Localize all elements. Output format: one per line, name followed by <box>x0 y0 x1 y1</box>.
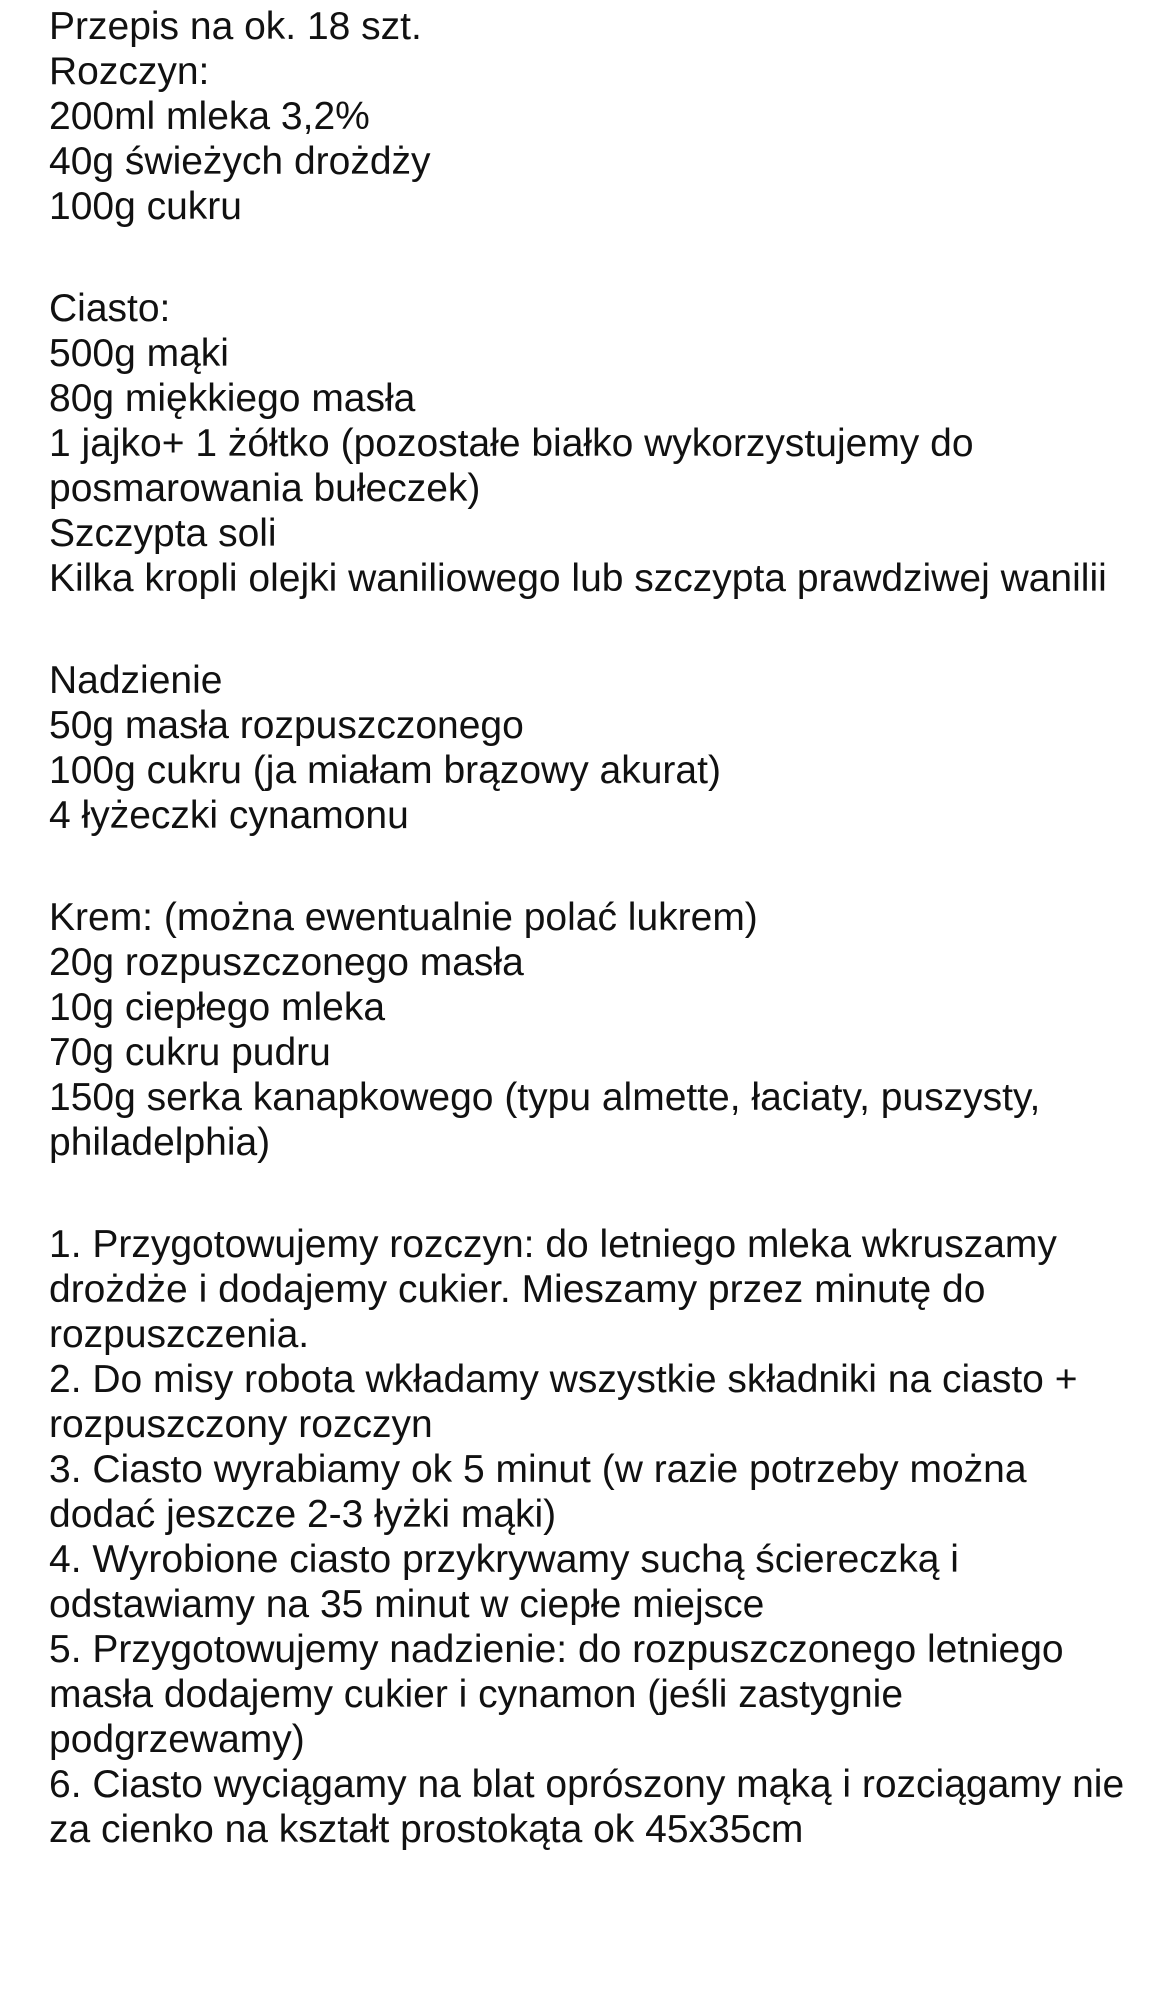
ingredient-line: 20g rozpuszczonego masła <box>49 941 524 984</box>
ingredient-line: 10g ciepłego mleka <box>49 986 386 1029</box>
section-heading-krem: Krem: (można ewentualnie polać lukrem) <box>49 896 758 939</box>
step-line: 3. Ciasto wyrabiamy ok 5 minut (w razie potrzeby można dodać jeszcze 2-3 łyżki mąki) <box>49 1448 1038 1536</box>
blank-line <box>49 838 1129 895</box>
ingredient-line: Kilka kropli olejki waniliowego lub szczypta prawdziwej wanilii <box>49 557 1107 600</box>
blank-line <box>49 601 1129 658</box>
section-heading-ciasto: Ciasto: <box>49 287 171 330</box>
ingredient-line: 4 łyżeczki cynamonu <box>49 794 409 837</box>
ingredient-line: 150g serka kanapkowego (typu almette, łaciaty, puszysty, philadelphia) <box>49 1076 1052 1164</box>
step-line: 1. Przygotowujemy rozczyn: do letniego mleka wkruszamy drożdże i dodajemy cukier. Mieszamy przez minutę do rozpuszczenia. <box>49 1223 1068 1356</box>
ingredient-line: 50g masła rozpuszczonego <box>49 704 524 747</box>
step-line: 2. Do misy robota wkładamy wszystkie składniki na ciasto + rozpuszczony rozczyn <box>49 1358 1089 1446</box>
blank-line <box>49 229 1129 286</box>
ingredient-line: 70g cukru pudru <box>49 1031 331 1074</box>
ingredient-line: 200ml mleka 3,2% <box>49 95 370 138</box>
ingredient-line: Szczypta soli <box>49 512 277 555</box>
section-heading-rozczyn: Rozczyn: <box>49 50 210 93</box>
step-line: 4. Wyrobione ciasto przykrywamy suchą ściereczką i odstawiamy na 35 minut w ciepłe miejsce <box>49 1538 970 1626</box>
section-heading-nadzienie: Nadzienie <box>49 659 223 702</box>
blank-line <box>49 1165 1129 1222</box>
ingredient-line: 500g mąki <box>49 332 229 375</box>
ingredient-line: 80g miękkiego masła <box>49 377 416 420</box>
step-line-cut-off: 6. Ciasto wyciągamy na blat oprószony mąką i rozciągamy nie za cienko na kształt prostokąta ok 45x35cm <box>49 1763 1135 1851</box>
ingredient-line: 1 jajko+ 1 żółtko (pozostałe białko wykorzystujemy do posmarowania bułeczek) <box>49 422 985 510</box>
ingredient-line: 100g cukru (ja miałam brązowy akurat) <box>49 749 721 792</box>
recipe-note <box>49 4 1135 1851</box>
recipe-yield: Przepis na ok. 18 szt. <box>49 5 422 48</box>
ingredient-line: 40g świeżych drożdży <box>49 140 431 183</box>
ingredient-line: 100g cukru <box>49 185 242 228</box>
step-line: 5. Przygotowujemy nadzienie: do rozpuszczonego letniego masła dodajemy cukier i cynamon (jeśli zastygnie podgrzewamy) <box>49 1628 1075 1761</box>
